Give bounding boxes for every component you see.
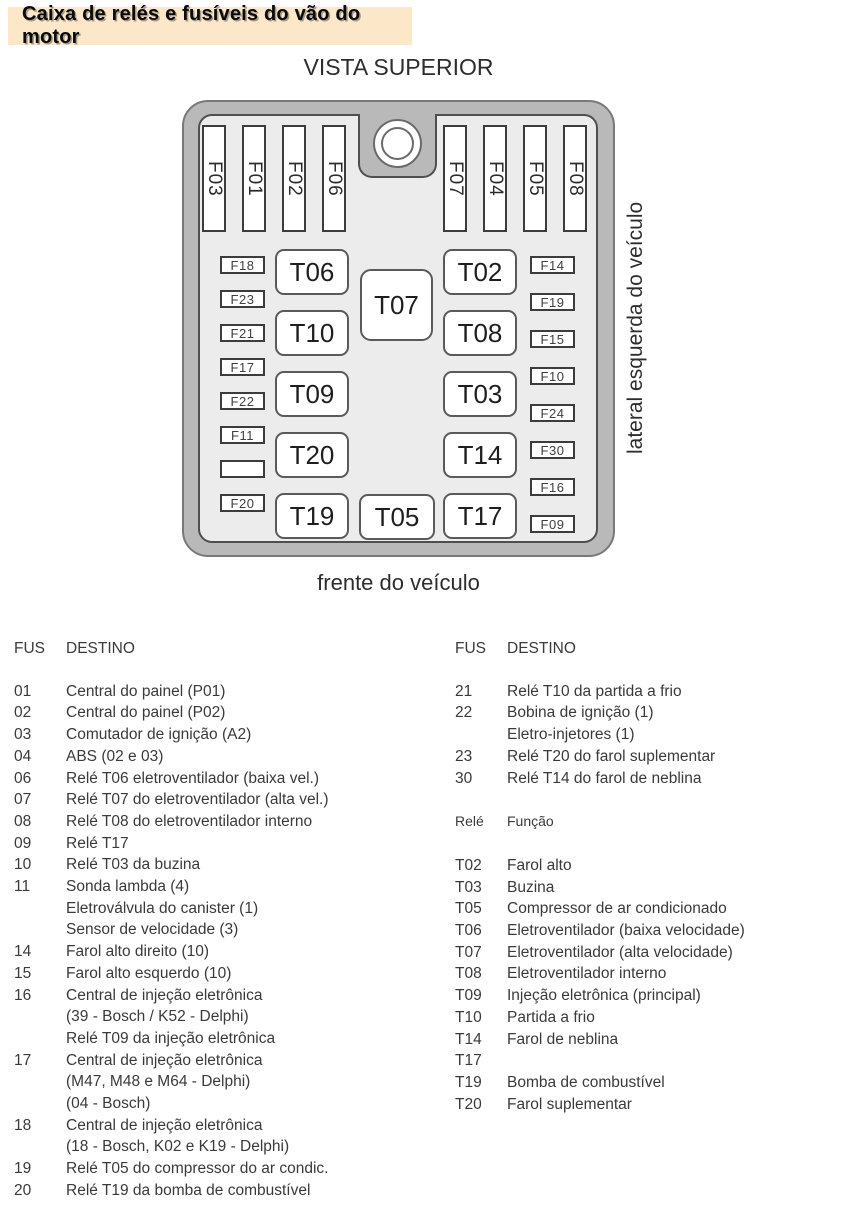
fuse-F19 — [530, 293, 575, 311]
relay-T14 — [443, 432, 517, 478]
relay-function: Injeção eletrônica (principal) — [507, 987, 701, 1005]
relay-T06 — [275, 249, 349, 295]
fuse-number: 09 — [14, 834, 32, 852]
destination-line: (39 - Bosch / K52 - Delphi) — [66, 1008, 249, 1026]
fuse-label: F06 — [324, 160, 345, 197]
destination-line: (18 - Bosch, K02 e K19 - Delphi) — [66, 1138, 290, 1156]
destination-line: Central do painel (P02) — [66, 704, 226, 722]
fuse-number: 18 — [14, 1116, 32, 1134]
relay-table-row-T02 — [455, 855, 855, 877]
fuse-F03 — [202, 125, 226, 232]
fuse-number: 01 — [14, 682, 32, 700]
fuse-table-row-22 — [455, 702, 855, 745]
fuse-number: 07 — [14, 791, 32, 809]
destination-line: Relé T17 — [66, 834, 129, 852]
fuse-F22 — [220, 392, 265, 410]
destination-line: Relé T06 eletroventilador (baixa vel.) — [66, 769, 320, 787]
header-funcao: Função — [507, 813, 554, 830]
mounting-notch — [358, 114, 437, 178]
fuse-F10 — [530, 367, 575, 385]
destination-line: Relé T09 da injeção eletrônica — [66, 1029, 276, 1047]
fuse-number: 02 — [14, 704, 32, 722]
fuse-table-row-02 — [14, 702, 439, 724]
fuse-label: F04 — [485, 160, 506, 197]
header-destino: DESTINO — [66, 640, 135, 657]
fuse-destination — [507, 681, 855, 703]
destination-line: Farol alto direito (10) — [66, 943, 210, 961]
fuse-label: F21 — [230, 325, 255, 341]
fuse-label: F17 — [230, 359, 255, 375]
fuse-table-row-18 — [14, 1115, 439, 1158]
fuse-destination — [66, 985, 439, 1050]
fuse-destination — [66, 746, 439, 768]
relay-id: T03 — [455, 878, 482, 896]
fuse-number: 03 — [14, 726, 32, 744]
fuse-label: F23 — [230, 291, 255, 307]
mounting-hole — [373, 119, 422, 168]
destination-line: Relé T20 do farol suplementar — [507, 747, 716, 765]
relay-function: Farol suplementar — [507, 1095, 632, 1113]
relay-table-row-T08 — [455, 963, 855, 985]
destination-line: Sonda lambda (4) — [66, 878, 190, 896]
relay-id: T14 — [455, 1030, 482, 1048]
fuse-list-left — [14, 638, 439, 1202]
fuse-F20 — [220, 494, 265, 512]
relay-function: Bomba de combustível — [507, 1073, 665, 1091]
small-fuse-column-right — [530, 256, 575, 533]
fuse-label: F07 — [445, 160, 466, 197]
relay-function: Farol de neblina — [507, 1030, 619, 1048]
relay-table-row-T03 — [455, 877, 855, 899]
fuse-number: 21 — [455, 682, 473, 700]
fuse-number: 04 — [14, 747, 32, 765]
relay-id: T02 — [455, 856, 482, 874]
fuse-list-header — [14, 638, 439, 660]
relay-column-right — [443, 249, 517, 539]
relay-label: T14 — [457, 439, 503, 470]
relay-function: Eletroventilador interno — [507, 965, 667, 983]
relay-rows — [455, 855, 855, 1115]
fuse-destination — [507, 746, 855, 768]
fuse-destination — [507, 702, 855, 745]
fuse-destination — [66, 854, 439, 876]
relay-function — [507, 1050, 855, 1072]
relay-table-row-T10 — [455, 1007, 855, 1029]
fuse-label: F05 — [525, 160, 546, 197]
relay-label: T07 — [374, 289, 419, 320]
relay-id: T08 — [455, 965, 482, 983]
fuse-number: 23 — [455, 747, 473, 765]
fuse-destination — [66, 768, 439, 790]
header-destino: DESTINO — [507, 640, 576, 657]
fuse-destination — [66, 833, 439, 855]
fuse-list-header — [455, 638, 855, 660]
fuse-table-row-21 — [455, 681, 855, 703]
relay-T17 — [443, 493, 517, 539]
fuse-destination — [66, 963, 439, 985]
fuse-table-row-11 — [14, 876, 439, 941]
relay-T03 — [443, 371, 517, 417]
relay-id: T06 — [455, 922, 482, 940]
fuse-F30 — [530, 441, 575, 459]
relay-id: T19 — [455, 1073, 482, 1091]
destination-line: Relé T07 do eletroventilador (alta vel.) — [66, 791, 329, 809]
fuse-F06 — [322, 125, 346, 232]
relay-table-row-T20 — [455, 1094, 855, 1116]
destination-line: (M47, M48 e M64 - Delphi) — [66, 1073, 251, 1091]
fuse-destination — [66, 789, 439, 811]
destination-line: Farol alto esquerdo (10) — [66, 964, 232, 982]
relay-T07 — [360, 269, 433, 341]
fuse-label: F18 — [230, 257, 255, 273]
fuse-F17 — [220, 358, 265, 376]
fuse-number: 15 — [14, 964, 32, 982]
relay-label: T08 — [457, 317, 503, 348]
header-fus: FUS — [455, 640, 486, 657]
destination-line: Central de injeção eletrônica — [66, 1116, 263, 1134]
fuse-table-row-09 — [14, 833, 439, 855]
fuse-destination — [66, 941, 439, 963]
fuse-table-row-15 — [14, 963, 439, 985]
relay-id: T07 — [455, 943, 482, 961]
destination-line: Central de injeção eletrônica — [66, 1051, 263, 1069]
fuse-number: 19 — [14, 1160, 32, 1178]
fuse-table-row-20 — [14, 1180, 439, 1202]
destination-line: Comutador de ignição (A2) — [66, 726, 252, 744]
fuse-table-row-07 — [14, 789, 439, 811]
top-fuse-group-left — [202, 125, 346, 232]
relay-function: Compressor de ar condicionado — [507, 900, 727, 918]
fuse-blank-slot — [220, 460, 265, 478]
fuse-list-right — [455, 638, 855, 1115]
relay-table-row-T05 — [455, 898, 855, 920]
relay-label: T19 — [289, 500, 335, 531]
fuse-F21 — [220, 324, 265, 342]
relay-id: T17 — [455, 1052, 482, 1070]
fuse-label: F11 — [231, 427, 254, 443]
relay-table-row-T07 — [455, 942, 855, 964]
fuse-destination — [66, 876, 439, 941]
fuse-number: 16 — [14, 986, 32, 1004]
relay-T09 — [275, 371, 349, 417]
fuse-label: F10 — [540, 368, 565, 384]
destination-line: (04 - Bosch) — [66, 1095, 151, 1113]
fuse-rows-left — [14, 681, 439, 1202]
relay-T02 — [443, 249, 517, 295]
fuse-table-row-16 — [14, 985, 439, 1050]
fuse-destination — [66, 702, 439, 724]
fuse-label: F03 — [204, 160, 225, 197]
fuse-F23 — [220, 290, 265, 308]
fuse-destination — [66, 1050, 439, 1115]
relay-label: T20 — [289, 439, 335, 470]
fuse-label: F02 — [284, 160, 305, 197]
fuse-number: 10 — [14, 856, 32, 874]
destination-line: Eletro-injetores (1) — [507, 726, 635, 744]
destination-line: Relé T05 do compressor do ar condic. — [66, 1160, 329, 1178]
relay-T10 — [275, 310, 349, 356]
top-fuse-group-right — [443, 125, 587, 232]
relay-table-row-T19 — [455, 1072, 855, 1094]
destination-line: ABS (02 e 03) — [66, 747, 164, 765]
destination-line: Relé T19 da bomba de combustível — [66, 1181, 311, 1199]
fuse-F02 — [282, 125, 306, 232]
relay-label: T09 — [289, 378, 335, 409]
relay-label: T10 — [289, 317, 335, 348]
fuse-table-row-03 — [14, 724, 439, 746]
fuse-F08 — [563, 125, 587, 232]
fuse-label: F01 — [244, 160, 265, 197]
fuse-label: F22 — [230, 393, 255, 409]
relay-table-row-T06 — [455, 920, 855, 942]
fuse-label: F14 — [540, 257, 565, 273]
fuse-F18 — [220, 256, 265, 274]
fuse-box-diagram — [182, 100, 615, 557]
fuse-number: 30 — [455, 769, 473, 787]
fuse-table-row-19 — [14, 1158, 439, 1180]
fuse-number: 22 — [455, 704, 473, 722]
fuse-number: 20 — [14, 1181, 32, 1199]
relay-id: T05 — [455, 900, 482, 918]
page-title — [8, 3, 412, 48]
fuse-destination — [66, 1180, 439, 1202]
fuse-label: F16 — [540, 479, 565, 495]
destination-line: Bobina de ignição (1) — [507, 704, 654, 722]
fuse-F09 — [530, 515, 575, 533]
mounting-hole-inner — [381, 127, 414, 160]
fuse-label: F30 — [540, 442, 565, 458]
relay-T20 — [275, 432, 349, 478]
relay-label: T05 — [374, 501, 420, 532]
fuse-number: 17 — [14, 1051, 32, 1069]
destination-line: Relé T14 do farol de neblina — [507, 769, 702, 787]
relay-column-left — [275, 249, 349, 539]
fuse-table-row-14 — [14, 941, 439, 963]
relay-label: T17 — [457, 500, 503, 531]
fuse-label: F15 — [540, 331, 565, 347]
fuse-destination — [66, 1115, 439, 1158]
fuse-destination — [66, 681, 439, 703]
fuse-number: 11 — [14, 878, 31, 896]
relay-function: Eletroventilador (baixa velocidade) — [507, 922, 745, 940]
relay-T19 — [275, 493, 349, 539]
fuse-F05 — [523, 125, 547, 232]
fuse-destination — [66, 1158, 439, 1180]
fuse-F04 — [483, 125, 507, 232]
fuse-F15 — [530, 330, 575, 348]
relay-label: T03 — [457, 378, 503, 409]
relay-id: T09 — [455, 987, 482, 1005]
relay-label: T02 — [457, 256, 503, 287]
fuse-destination — [507, 768, 855, 790]
relay-table-row-T09 — [455, 985, 855, 1007]
fuse-destination — [66, 811, 439, 833]
header-rele: Relé — [455, 813, 484, 830]
header-fus: FUS — [14, 640, 45, 657]
fuse-number: 06 — [14, 769, 32, 787]
fuse-F16 — [530, 478, 575, 496]
fuse-F11 — [220, 426, 265, 444]
relay-label: T06 — [289, 256, 335, 287]
side-label: lateral esquerda do veículo — [624, 201, 647, 454]
fuse-label: F09 — [540, 516, 565, 532]
fuse-number: 14 — [14, 943, 32, 961]
fuse-F24 — [530, 404, 575, 422]
relay-function: Buzina — [507, 878, 555, 896]
destination-line: Sensor de velocidade (3) — [66, 921, 239, 939]
fuse-label: F20 — [230, 495, 255, 511]
fuse-table-row-23 — [455, 746, 855, 768]
fuse-table-row-01 — [14, 681, 439, 703]
fuse-F01 — [242, 125, 266, 232]
small-fuse-column-left — [220, 256, 265, 512]
relay-table-row-T14 — [455, 1029, 855, 1051]
relay-T05 — [359, 494, 435, 540]
destination-line: Relé T08 do eletroventilador interno — [66, 812, 313, 830]
relay-id: T20 — [455, 1095, 482, 1113]
fuse-table-row-10 — [14, 854, 439, 876]
fuse-label: F08 — [565, 160, 586, 197]
relay-list-header — [455, 811, 855, 833]
relay-id: T10 — [455, 1008, 482, 1026]
fuse-F07 — [443, 125, 467, 232]
fuse-number: 08 — [14, 812, 32, 830]
fuse-F14 — [530, 256, 575, 274]
fuse-label: F19 — [540, 294, 565, 310]
fuse-table-row-17 — [14, 1050, 439, 1115]
destination-line: Relé T03 da buzina — [66, 856, 201, 874]
front-label: frente do veículo — [317, 570, 480, 595]
fuse-table-row-08 — [14, 811, 439, 833]
destination-line: Eletroválvula do canister (1) — [66, 899, 259, 917]
fuse-rows-right — [455, 681, 855, 790]
fuse-table-row-06 — [14, 768, 439, 790]
relay-function: Farol alto — [507, 856, 572, 874]
destination-line: Relé T10 da partida a frio — [507, 682, 682, 700]
relay-function: Eletroventilador (alta velocidade) — [507, 943, 733, 961]
page-title-text: Caixa de relés e fusíveis do vão do motor — [22, 3, 361, 48]
fuse-table-row-30 — [455, 768, 855, 790]
relay-table-row-T17 — [455, 1050, 855, 1072]
fuse-table-row-04 — [14, 746, 439, 768]
fuse-label: F24 — [540, 405, 565, 421]
view-label: VISTA SUPERIOR — [303, 54, 494, 80]
fuse-destination — [66, 724, 439, 746]
destination-line: Central do painel (P01) — [66, 682, 226, 700]
destination-line: Central de injeção eletrônica — [66, 986, 263, 1004]
relay-function: Partida a frio — [507, 1008, 595, 1026]
relay-T08 — [443, 310, 517, 356]
